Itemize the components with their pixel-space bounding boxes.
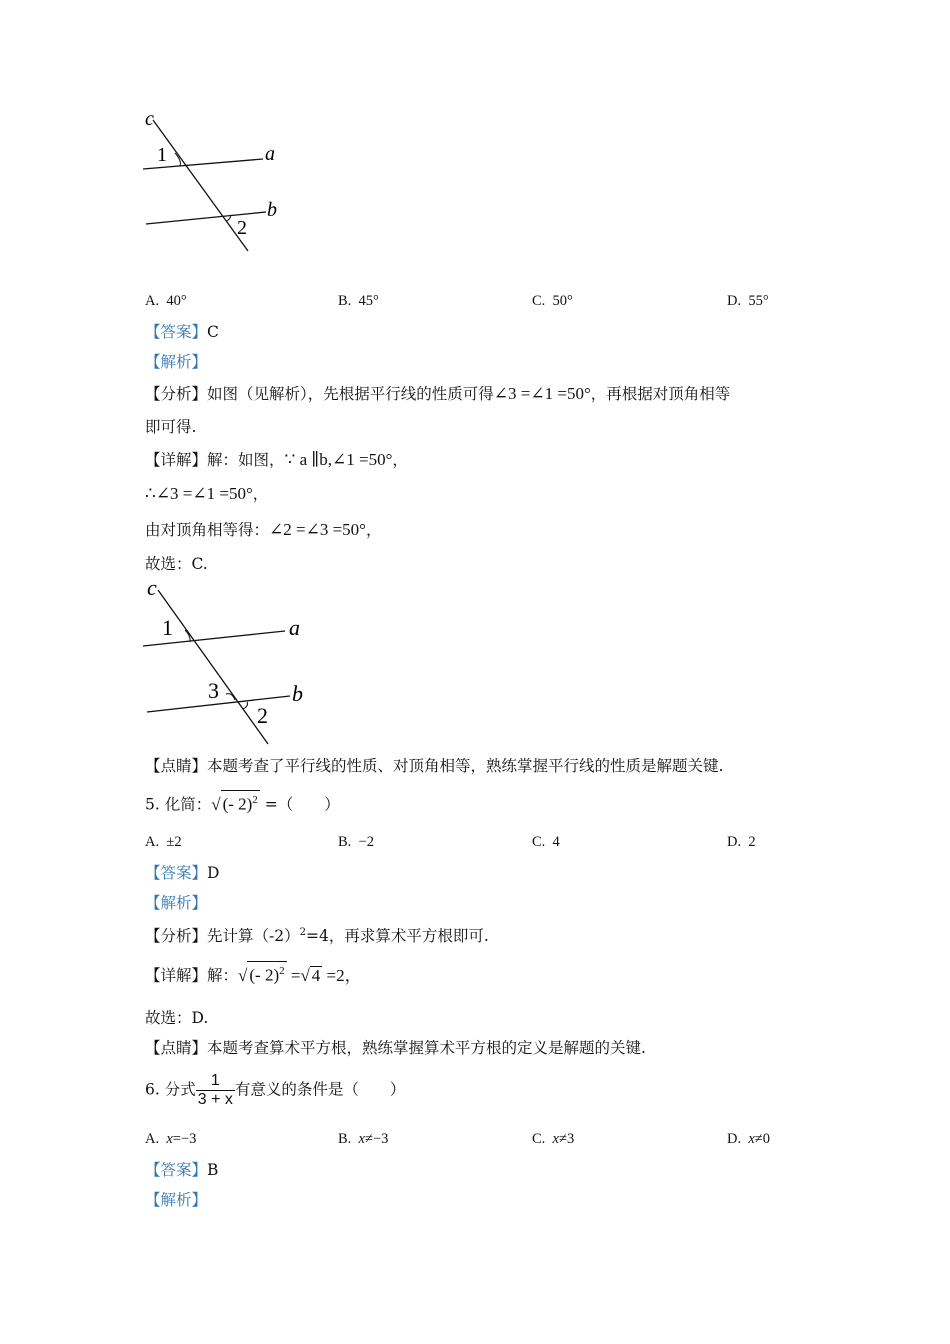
q5-option-b: B. −2 xyxy=(338,834,374,850)
q5-option-c: C. 4 xyxy=(532,834,560,850)
label-a: a xyxy=(289,615,300,640)
q4-xiangjie-line1: 【详解】解：如图，∵ a ∥b,∠1 =50°， xyxy=(145,450,408,469)
q6-option-b: B. x≠−3 xyxy=(338,1131,389,1147)
line-b xyxy=(146,212,266,224)
label-b: b xyxy=(292,681,303,706)
q6-option-a: A. x=−3 xyxy=(145,1131,197,1147)
q4-option-a: A. 40° xyxy=(145,293,187,309)
label-c: c xyxy=(147,576,157,600)
q5-jiexi-tag: 【解析】 xyxy=(145,894,208,912)
label-a: a xyxy=(265,143,275,165)
parallel-lines-figure-2 xyxy=(135,576,315,748)
q6-option-d: D. x≠0 xyxy=(727,1131,771,1147)
angle-3-arc xyxy=(226,694,235,700)
q4-option-c: C. 50° xyxy=(532,293,573,309)
transversal-c xyxy=(153,120,248,251)
q5-guxuan: 故选：D. xyxy=(145,1009,209,1027)
q4-xiangjie-line3: 由对顶角相等得：∠2 =∠3 =50°， xyxy=(145,520,382,539)
q4-option-d: D. 55° xyxy=(727,293,769,309)
q5-option-a: A. ±2 xyxy=(145,834,182,850)
q5-option-d: D. 2 xyxy=(727,834,756,850)
sqrt-symbol: √ xyxy=(238,965,248,985)
q4-answer: 【答案】C xyxy=(145,323,219,341)
q5-stem: 5. 化简：√ (- 2)$^2$ =（ ） xyxy=(145,790,340,816)
q5-xiangjie: 【详解】解：√ (- 2)$^2$ =√ 4 =2， xyxy=(145,961,362,987)
q4-jiexi-tag: 【解析】 xyxy=(145,353,208,371)
q5-answer: 【答案】D xyxy=(145,864,220,882)
transversal-c xyxy=(158,590,268,744)
q6-option-c: C. x≠3 xyxy=(532,1131,575,1147)
q4-fenxi-line2: 即可得. xyxy=(145,418,197,436)
label-3: 3 xyxy=(208,678,219,703)
q5-dianjing: 【点睛】本题考查算术平方根，熟练掌握算术平方根的定义是解题的关键. xyxy=(145,1039,646,1057)
label-1: 1 xyxy=(162,615,173,640)
q6-stem: 6. 分式 $\frac{1}{3 + x}$ 有意义的条件是（ ） xyxy=(145,1072,406,1108)
q4-fenxi-line1: 【分析】如图（见解析），先根据平行线的性质可得∠3 =∠1 =50°，再根据对顶角相等 xyxy=(145,384,731,403)
label-c: c xyxy=(145,108,154,130)
q4-xiangjie-line2: ∴∠3 =∠1 =50°， xyxy=(145,484,269,503)
q6-jiexi-tag: 【解析】 xyxy=(145,1191,208,1209)
parallel-lines-figure-1 xyxy=(130,105,300,260)
q4-option-b: B. 45° xyxy=(338,293,379,309)
label-2: 2 xyxy=(257,703,268,728)
q4-guxuan: 故选：C. xyxy=(145,555,208,573)
label-b: b xyxy=(267,199,277,221)
angle-2-arc xyxy=(243,702,248,709)
sqrt-symbol: √ xyxy=(300,965,310,985)
label-2: 2 xyxy=(237,217,247,239)
q4-dianjing: 【点睛】本题考查了平行线的性质、对顶角相等，熟练掌握平行线的性质是解题关键. xyxy=(145,757,724,775)
label-1: 1 xyxy=(157,144,167,166)
q5-fenxi: 【分析】先计算$(-2)^2=4$，再求算术平方根即可. xyxy=(145,927,489,946)
sqrt-symbol: √ xyxy=(211,794,221,814)
q6-answer: 【答案】B xyxy=(145,1161,219,1179)
fraction: $\frac{1}{3 + x}$ xyxy=(197,1072,233,1108)
